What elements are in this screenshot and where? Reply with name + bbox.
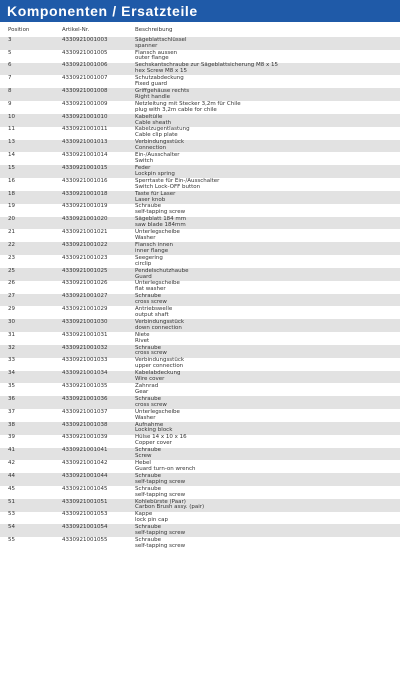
description-cell [135, 512, 400, 524]
description-german: Kabeltülle [135, 113, 163, 120]
description-english: self-tapping screw [135, 478, 186, 485]
table-row [0, 101, 400, 114]
table-row [0, 499, 400, 512]
position-cell: 13 [8, 139, 15, 146]
article-number-cell: 4330921001020 [62, 216, 108, 223]
description-cell [135, 89, 400, 101]
table-row [0, 409, 400, 422]
article-number-cell: 4330921001053 [62, 511, 108, 518]
table-row [0, 524, 400, 537]
description-english: down connection [135, 324, 182, 331]
description-cell [135, 166, 400, 178]
position-cell: 21 [8, 229, 15, 236]
description-cell [135, 179, 400, 191]
article-number-cell: 4330921001044 [62, 472, 108, 479]
description-cell [135, 51, 400, 63]
description-german: Aufnahme [135, 421, 164, 428]
description-cell [135, 230, 400, 242]
position-cell: 37 [8, 408, 15, 415]
table-row [0, 229, 400, 242]
position-cell: 19 [8, 203, 15, 210]
description-german: Griffgehäuse rechts [135, 88, 190, 94]
table-row [0, 50, 400, 63]
article-number-cell: 4330921001007 [62, 75, 108, 82]
position-cell: 31 [8, 331, 15, 338]
description-german: Unterlegscheibe [135, 280, 180, 287]
table-row [0, 88, 400, 101]
description-english: Switch [135, 158, 154, 165]
article-number-cell: 4330921001039 [62, 434, 108, 441]
column-header-position: Position [8, 26, 30, 33]
table-row [0, 371, 400, 384]
article-number-cell: 4330921001035 [62, 383, 108, 390]
position-cell: 15 [8, 164, 15, 171]
position-cell: 53 [8, 511, 15, 518]
description-german: Netzleitung mit Stecker 3,2m für Chile [135, 100, 241, 107]
table-row [0, 332, 400, 345]
description-german: Flansch aussen [135, 49, 178, 56]
article-number-cell: 4330921001010 [62, 113, 108, 120]
description-cell [135, 474, 400, 486]
position-cell: 41 [8, 447, 15, 454]
article-number-cell: 4330921001029 [62, 306, 108, 313]
article-number-cell: 4330921001041 [62, 447, 108, 454]
description-german: Schraube [135, 524, 161, 531]
article-number-cell: 4330921001034 [62, 370, 108, 377]
table-row [0, 422, 400, 435]
position-cell: 5 [8, 49, 12, 56]
article-number-cell: 4330921001018 [62, 190, 108, 197]
description-english: Rivet [135, 337, 150, 344]
description-english: Locking block [135, 427, 173, 434]
description-german: Ein-/Ausschalter [135, 152, 180, 159]
description-german: Kohlebürste (Paar) [135, 498, 186, 505]
description-english: hex Screw M8 x 15 [135, 68, 188, 75]
column-header-description: Beschreibung [135, 26, 173, 33]
position-cell: 54 [8, 524, 15, 531]
position-cell: 38 [8, 421, 15, 428]
description-german: Zahnrad [135, 383, 159, 390]
description-english: Laser knob [135, 196, 166, 203]
position-cell: 33 [8, 357, 15, 364]
position-cell: 39 [8, 434, 15, 441]
description-cell [135, 140, 400, 152]
description-english: Copper cover [135, 440, 172, 447]
description-english: Switch Lock-OFF button [135, 183, 201, 190]
position-cell: 27 [8, 293, 15, 300]
table-row [0, 37, 400, 50]
description-english: plug with 3,2m cable for chile [135, 106, 217, 113]
article-number-cell: 4330921001023 [62, 254, 108, 261]
description-cell [135, 384, 400, 396]
article-number-cell: 4330921001015 [62, 164, 108, 171]
table-row [0, 473, 400, 486]
table-row [0, 306, 400, 319]
description-cell [135, 435, 400, 447]
table-row [0, 268, 400, 281]
article-number-cell: 4330921001011 [62, 126, 108, 133]
position-cell: 35 [8, 383, 15, 390]
position-cell: 25 [8, 267, 15, 274]
description-german: Verbindungsstück [135, 139, 185, 146]
description-german: Feder [135, 164, 151, 171]
description-german: Pendelschutzhaube [135, 267, 189, 274]
article-number-cell: 4330921001025 [62, 267, 108, 274]
position-cell: 11 [8, 126, 15, 133]
article-number-cell: 4330921001003 [62, 36, 108, 43]
description-english: self-tapping screw [135, 530, 186, 537]
position-cell: 3 [8, 36, 12, 43]
article-number-cell: 4330921001021 [62, 229, 108, 236]
description-english: cross screw [135, 299, 167, 306]
description-german: Antriebswelle [135, 306, 173, 313]
description-english: cross screw [135, 401, 167, 408]
description-cell [135, 192, 400, 204]
description-cell [135, 320, 400, 332]
description-german: Schraube [135, 447, 161, 454]
description-cell [135, 410, 400, 422]
description-cell [135, 333, 400, 345]
table-row [0, 281, 400, 294]
table-row [0, 319, 400, 332]
article-number-cell: 4330921001006 [62, 62, 108, 69]
description-english: self-tapping screw [135, 209, 186, 216]
article-number-cell: 4330921001019 [62, 203, 108, 210]
description-german: Schraube [135, 203, 161, 210]
position-cell: 44 [8, 472, 15, 479]
table-row [0, 512, 400, 525]
article-number-cell: 4330921001014 [62, 152, 108, 159]
description-english: Cable sheath [135, 119, 172, 126]
description-german: Kabelzugentlastung [135, 126, 190, 133]
description-german: Schraube [135, 293, 161, 300]
description-english: lock pin cap [135, 517, 168, 524]
article-number-cell: 4330921001036 [62, 395, 108, 402]
description-cell [135, 461, 400, 473]
description-cell [135, 63, 400, 75]
position-cell: 22 [8, 241, 15, 248]
description-cell [135, 115, 400, 127]
article-number-cell: 4330921001038 [62, 421, 108, 428]
position-cell: 10 [8, 113, 15, 120]
position-cell: 34 [8, 370, 15, 377]
description-cell [135, 204, 400, 216]
description-cell [135, 243, 400, 255]
description-german: Unterlegscheibe [135, 229, 180, 236]
table-row [0, 255, 400, 268]
description-german: Schraube [135, 485, 161, 492]
description-english: upper connection [135, 363, 184, 370]
position-cell: 51 [8, 498, 15, 505]
table-row [0, 358, 400, 371]
table-row [0, 383, 400, 396]
description-cell [135, 281, 400, 293]
article-number-cell: 4330921001030 [62, 318, 108, 325]
table-row [0, 217, 400, 230]
description-english: Fixed guard [135, 81, 168, 88]
description-german: Seegering [135, 254, 163, 261]
article-number-cell: 4330921001045 [62, 485, 108, 492]
description-cell [135, 423, 400, 435]
description-german: Sägeblatt 184 mm [135, 216, 187, 223]
article-number-cell: 4330921001009 [62, 100, 108, 107]
article-number-cell: 4330921001022 [62, 241, 108, 248]
description-english: Gear [135, 388, 149, 395]
description-cell [135, 346, 400, 358]
description-english: Washer [135, 414, 156, 421]
description-german: Flansch innen [135, 241, 174, 248]
position-cell: 32 [8, 344, 15, 351]
description-cell [135, 448, 400, 460]
description-german: Verbindungsstück [135, 357, 185, 364]
position-cell: 9 [8, 100, 12, 107]
description-english: Wire cover [135, 376, 165, 383]
table-row [0, 140, 400, 153]
article-number-cell: 4330921001005 [62, 49, 108, 56]
table-row [0, 114, 400, 127]
description-cell [135, 153, 400, 165]
position-cell: 29 [8, 306, 15, 313]
position-cell: 14 [8, 152, 15, 159]
description-english: spanner [135, 42, 158, 49]
description-cell [135, 256, 400, 268]
description-german: Schraube [135, 395, 161, 402]
description-cell [135, 102, 400, 114]
article-number-cell: 4330921001026 [62, 280, 108, 287]
description-english: Screw [135, 453, 152, 460]
description-cell [135, 307, 400, 319]
description-cell [135, 38, 400, 50]
description-english: Carbon Brush assy. (pair) [135, 504, 205, 511]
description-cell [135, 397, 400, 409]
table-row [0, 345, 400, 358]
description-cell [135, 538, 400, 550]
table-row [0, 396, 400, 409]
description-cell [135, 217, 400, 229]
description-german: Kabelabdeckung [135, 370, 181, 377]
description-english: self-tapping screw [135, 542, 186, 549]
position-cell: 36 [8, 395, 15, 402]
table-header [0, 22, 400, 37]
article-number-cell: 4330921001032 [62, 344, 108, 351]
article-number-cell: 4330921001042 [62, 460, 108, 467]
position-cell: 7 [8, 75, 12, 82]
table-row [0, 435, 400, 448]
description-cell [135, 76, 400, 88]
table-row [0, 537, 400, 550]
table-row [0, 152, 400, 165]
description-english: Connection [135, 145, 167, 152]
description-cell [135, 500, 400, 512]
column-header-article-number: Artikel-Nr. [62, 26, 90, 33]
position-cell: 55 [8, 536, 15, 543]
description-cell [135, 525, 400, 537]
description-german: Schraube [135, 472, 161, 479]
position-cell: 6 [8, 62, 12, 69]
page-title: Komponenten / Ersatzteile [0, 0, 400, 22]
description-cell [135, 487, 400, 499]
description-german: Schutzabdeckung [135, 75, 184, 82]
description-english: self-tapping screw [135, 491, 186, 498]
table-row [0, 460, 400, 473]
table-row [0, 204, 400, 217]
description-german: Sägeblattschlüssel [135, 36, 187, 43]
position-cell: 18 [8, 190, 15, 197]
description-english: Guard [135, 273, 152, 280]
description-german: Niete [135, 331, 150, 338]
description-german: Kappe [135, 511, 153, 518]
article-number-cell: 4330921001008 [62, 88, 108, 94]
description-english: output shaft [135, 311, 169, 318]
description-english: Cable clip plate [135, 132, 178, 139]
description-english: flat washer [135, 286, 166, 293]
position-cell: 26 [8, 280, 15, 287]
table-row [0, 178, 400, 191]
description-german: Hebel [135, 460, 151, 467]
description-german: Verbindungsstück [135, 318, 185, 325]
article-number-cell: 4330921001013 [62, 139, 108, 146]
position-cell: 45 [8, 485, 15, 492]
article-number-cell: 4330921001016 [62, 177, 108, 184]
description-german: Taste für Laser [135, 190, 176, 197]
article-number-cell: 4330921001027 [62, 293, 108, 300]
description-english: saw blade 184mm [135, 222, 186, 229]
description-german: Unterlegscheibe [135, 408, 180, 415]
article-number-cell: 4330921001037 [62, 408, 108, 415]
description-cell [135, 358, 400, 370]
description-english: Right handle [135, 93, 170, 100]
description-english: Washer [135, 235, 156, 242]
description-cell [135, 294, 400, 306]
table-row [0, 63, 400, 76]
table-row [0, 294, 400, 307]
position-cell: 30 [8, 318, 15, 325]
description-cell [135, 127, 400, 139]
position-cell: 23 [8, 254, 15, 261]
article-number-cell: 4330921001054 [62, 524, 108, 531]
description-cell [135, 371, 400, 383]
description-cell [135, 269, 400, 281]
description-german: Hülse 14 x 10 x 16 [135, 434, 187, 441]
table-row [0, 242, 400, 255]
position-cell: 16 [8, 177, 15, 184]
article-number-cell: 4330921001051 [62, 498, 108, 505]
description-german: Schraube [135, 536, 161, 543]
parts-table [0, 37, 400, 550]
description-english: inner flange [135, 247, 169, 254]
article-number-cell: 4330921001031 [62, 331, 108, 338]
table-row [0, 191, 400, 204]
description-english: Lockpin spring [135, 170, 175, 177]
description-english: cross screw [135, 350, 167, 357]
table-row [0, 448, 400, 461]
description-german: Schraube [135, 344, 161, 351]
article-number-cell: 4330921001055 [62, 536, 108, 543]
description-english: circlip [135, 260, 152, 267]
description-english: Guard turn-on wrench [135, 465, 196, 472]
position-cell: 8 [8, 88, 12, 94]
table-row [0, 75, 400, 88]
description-german: Sperrtaste für Ein-/Ausschalter [135, 177, 220, 184]
position-cell: 20 [8, 216, 15, 223]
table-row [0, 165, 400, 178]
description-english: outer flange [135, 55, 169, 62]
position-cell: 42 [8, 460, 15, 467]
article-number-cell: 4330921001033 [62, 357, 108, 364]
description-german: Sechskantschraube zur Sägeblattsicherung M8 x 15 [135, 62, 279, 69]
table-row [0, 486, 400, 499]
table-row [0, 127, 400, 140]
